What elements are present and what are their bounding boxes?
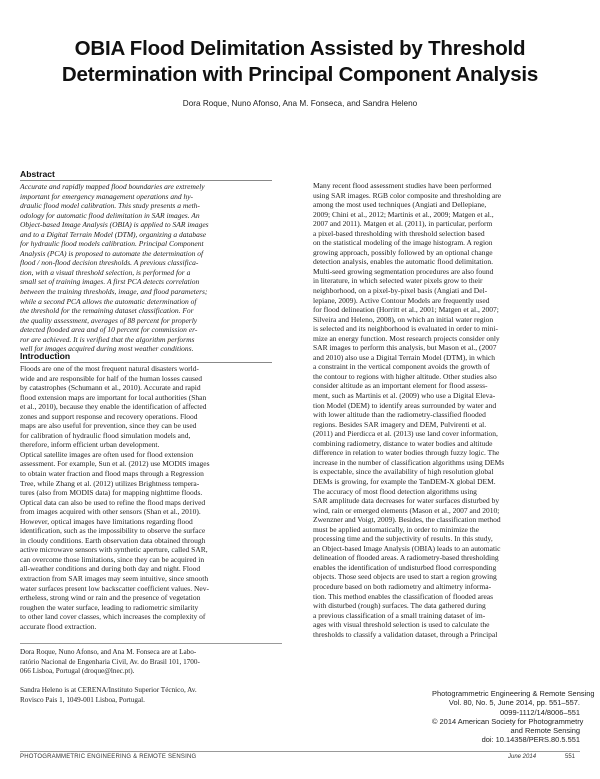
affiliation-line: Dora Roque, Nuno Afonso, and Ana M. Fonseca are at Labo- — [20, 648, 197, 656]
body-line: Many recent flood assessment studies have been performed — [313, 181, 492, 190]
introduction-line: et al., 2010), because they enable the identification of affected — [20, 402, 207, 412]
body-line: SAR amplitude data decreases for water surfaces disturbed by — [313, 496, 500, 506]
abstract-rule — [20, 180, 272, 181]
body-line: a pixel-based thresholding with threshold selection based — [313, 228, 485, 238]
abstract-line: between the training thresholds, image, and flood parameters; — [20, 287, 208, 297]
introduction-rule — [20, 362, 272, 363]
abstract-line: draulic flood model calibration. This study presents a meth- — [20, 201, 200, 211]
body-line: thresholds to classify a validation dataset, through a Principal — [313, 629, 498, 639]
body-line: processing time and the subjectivity of results. In this study, — [313, 534, 493, 544]
introduction-line: Optical data can also be used to refine the flood maps derived — [20, 497, 206, 507]
body-line: 2009; Chini et al., 2012; Martinis et al., 2009; Matgen et al., — [313, 209, 494, 219]
abstract-line: while a second PCA allows the automatic determination of — [20, 296, 197, 306]
introduction-line: water surfaces present low backscatter coefficient values. Nev- — [20, 583, 209, 593]
body-line: an Object-based Image Analysis (OBIA) leads to an automatic — [313, 543, 501, 553]
body-line: the contour to regions with higher altitude. Other studies also — [313, 371, 497, 381]
title-line-1: OBIA Flood Delimitation Assisted by Threshold — [74, 37, 526, 60]
body-line: a previous classification of a small training dataset of im- — [313, 610, 486, 620]
abstract-heading: Abstract — [20, 169, 55, 179]
introduction-line: assessment. For example, Sun et al. (2012) use MODIS images — [20, 459, 210, 469]
introduction-line: zones and support response and recovery operations. Flood — [20, 411, 198, 421]
body-line: delineation of flooded areas. A radiometry-based thresholding — [313, 553, 499, 563]
introduction-line: Floods are one of the most frequent natural disasters world- — [20, 364, 199, 373]
body-line: regions. Besides SAR imagery and DEM, Pulvirenti et al. — [313, 419, 487, 429]
body-line: among the most used techniques (Angiati and Dellepiane, — [313, 200, 487, 210]
body-line: neighborhood, on a pixel-by-pixel basis (Angiati and Del- — [313, 286, 488, 296]
introduction-line: by catastrophes (Schumann et al., 2010). Accurate and rapid — [20, 383, 201, 393]
introduction-body — [20, 364, 282, 631]
introduction-line: from images acquired with other sensors (Shan et al., 2010). — [20, 507, 201, 517]
body-line: objects. Those seed objects are used to start a region growing — [313, 572, 497, 582]
footer-rule — [20, 751, 580, 752]
body-line: using SAR images. RGB color composite and thresholding are — [313, 190, 502, 200]
abstract-line: and to a Digital Terrain Model (DTM), organizing a database — [20, 229, 207, 239]
introduction-line: ertheless, strong wind or rain and the presence of vegetation — [20, 593, 201, 603]
body-line: SAR images to perform this analysis, but Mason et al., (2007 — [313, 343, 497, 353]
body-line: tion. This method enables the classification of flooded areas — [313, 591, 494, 601]
journal-info — [432, 689, 595, 745]
abstract-line: the quality assessment, averages of 88 percent for properly — [20, 315, 198, 325]
introduction-line: to obtain water fraction and flood maps through a Regression — [20, 469, 204, 479]
page-footer — [20, 754, 580, 766]
body-line: Silveira and Heleno, 2008), on which an initial water region — [313, 314, 494, 324]
introduction-line: flood extension maps are important for local authorities (Shan — [20, 392, 207, 402]
abstract-line: ror are achieved. It is verified that the algorithm performs — [20, 334, 195, 344]
body-line: must be applied automatically, in order to minimize the — [313, 524, 479, 534]
introduction-line: in cloudy conditions. Earth observation data obtained through — [20, 535, 206, 545]
journal-info-line: Photogrammetric Engineering & Remote Sensing — [432, 689, 595, 698]
introduction-line: identification, such as the impossibility to observe the surface — [20, 526, 206, 536]
journal-info-line: and Remote Sensing — [510, 726, 580, 736]
body-line: ages with visual threshold selection is used to calculate the — [313, 620, 490, 630]
body-line: combining radiometry, distance to water bodies and altitude — [313, 438, 493, 448]
body-line: ment, such as Martinis et al. (2009) who use a Digital Eleva- — [313, 391, 496, 401]
abstract-line: the threshold for the remaining dataset classification. For — [20, 306, 194, 316]
journal-info-line: 0099-1112/14/8006–551 — [500, 707, 580, 717]
body-line: enables the identification of undisturbed flood corresponding — [313, 562, 497, 572]
affiliation-line: ratório Nacional de Engenharia Civil, Av. do Brasil 101, 1700- — [20, 657, 200, 666]
abstract-line: important for emergency management operations and hy- — [20, 191, 194, 201]
title-line-2: Determination with Principal Component Analysis — [61, 63, 539, 86]
footer-date: June 2014 — [508, 754, 537, 760]
affiliation-line: Rovisco Pais 1, 1049-001 Lisboa, Portugal. — [20, 695, 145, 704]
affiliation-line: Sandra Heleno is at CERENA/Instituto Superior Técnico, Av. — [20, 686, 197, 695]
footer-page-number: 551 — [565, 754, 576, 760]
paper-title — [20, 36, 580, 88]
body-line: in literature, in which selected water pixels grow to their — [313, 276, 483, 286]
introduction-line: wide and are responsible for half of the human losses caused — [20, 373, 203, 383]
introduction-line: tures (also from MODIS data) for mapping nighttime floods. — [20, 488, 203, 498]
body-line: DEMs is growing, for example the TanDEM-X global DEM. — [313, 476, 496, 486]
body-line: difference in relation to water bodies through fuzzy logic. The — [313, 448, 500, 458]
authors: Dora Roque, Nuno Afonso, Ana M. Fonseca, and Sandra Heleno — [182, 99, 418, 108]
introduction-line: maps are also useful for prevention, since they can be used — [20, 421, 197, 431]
abstract-line: odology for automatic flood delimitation in SAR images. An — [20, 210, 200, 220]
abstract-line: Object-based Image Analysis (OBIA) is applied to SAR images — [20, 220, 209, 230]
abstract-line: Analysis (PCA) is proposed to automate the determination of — [20, 248, 204, 258]
introduction-line: active microwave sensors with synthetic aperture, called SAR, — [20, 545, 208, 555]
body-line: wind, rain or emerged elements (Mason et al., 2007 and 2010; — [313, 505, 500, 515]
body-line: 2007 and 2011). Matgen et al. (2011), in particular, perform — [313, 219, 493, 229]
body-line: tion Model (DEM) to identify areas surrounded by water and — [313, 400, 497, 410]
abstract-line: detected flooded area and of 10 percent for commission er- — [20, 325, 198, 335]
body-line: and 2010) also use a Digital Terrain Model (DTM), in which — [313, 352, 496, 362]
introduction-line: accurate flood extraction. — [20, 621, 97, 631]
journal-info-line: © 2014 American Society for Photogrammetry — [432, 716, 584, 726]
introduction-line: roughen the water surface, leading to radiometric similarity — [20, 602, 199, 612]
body-line: increase in the number of classification algorithms using DEMs — [313, 457, 505, 467]
introduction-heading: Introduction — [20, 351, 71, 361]
abstract-line: well for images acquired during most weather conditions. — [20, 344, 194, 354]
body-line: with lower altitude than the radiometry-classified flooded — [313, 410, 486, 420]
affiliation-line — [20, 677, 282, 687]
body-line: growing approach, possibly followed by an optional change — [313, 247, 493, 257]
body-line: mize an energy function. Most research projects consider only — [313, 333, 500, 343]
body-line: detection analysis, enables the automatic flood delimitation. — [313, 257, 493, 267]
abstract-body — [20, 182, 282, 354]
body-line: for flood delineation (Horritt et al., 2001; Matgen et al., 2007; — [313, 305, 499, 315]
journal-info-line: doi: 10.14358/PERS.80.5.551 — [481, 735, 580, 745]
body-line: on the statistical modeling of the image histogram. A region — [313, 238, 493, 248]
introduction-line: extraction from SAR images may seem intuitive, since smooth — [20, 574, 209, 584]
body-line: (2011) and Pierdicca et al. (2013) use land cover information, — [313, 429, 498, 439]
body-line: The accuracy of most flood detection algorithms using — [313, 486, 477, 496]
abstract-line: tion, with a visual threshold selection, is performed for a — [20, 267, 191, 277]
abstract-line: flood / non-flood decision thresholds. A previous classifica- — [20, 258, 199, 268]
body-line: a constraint in the vertical component avoids the growth of — [313, 362, 490, 372]
introduction-line: therefore, inform efficient urban development. — [20, 440, 160, 450]
journal-info-line: Vol. 80, No. 5, June 2014, pp. 551–557. — [448, 698, 580, 708]
footer-journal-name: PHOTOGRAMMETRIC ENGINEERING & REMOTE SENSING — [20, 754, 197, 760]
body-line: consider altitude as an important element for flood assess- — [313, 381, 488, 391]
body-line: with disturbed (rough) surfaces. The data gathered during — [313, 601, 486, 611]
affiliation-line: 066 Lisboa, Portugal (droque@lnec.pt). — [20, 667, 135, 676]
introduction-line: for calibration of hydraulic flood simulation models and, — [20, 430, 191, 440]
abstract-line: Accurate and rapidly mapped flood boundaries are extremely — [20, 182, 205, 191]
introduction-line: can overcome those limitations, since they can be acquired in — [20, 554, 205, 564]
body-line: lepiane, 2009). Active Contour Models are frequently used — [313, 295, 490, 305]
introduction-line: all-weather conditions and during both day and night. Flood — [20, 564, 201, 574]
introduction-line: Tree, while Zhang et al. (2012) utilizes Brightness tempera- — [20, 478, 200, 488]
body-line: is selected and its neighborhood is evaluated in order to mini- — [313, 324, 498, 334]
body-line: procedure based on both radiometry and altimetry informa- — [313, 581, 492, 591]
affiliation-rule — [20, 643, 282, 644]
body-line: Multi-seed growing segmentation procedures are also found — [313, 266, 494, 276]
body-line: Zwenzner and Voigt, 2009). Besides, the classification method — [313, 515, 501, 525]
abstract-line: for hydraulic flood models calibration. Principal Component — [20, 239, 204, 249]
affiliation-note — [20, 648, 282, 706]
introduction-line: Optical satellite images are often used for flood extension — [20, 449, 194, 459]
body-line: is expectable, since the availability of high resolution global — [313, 467, 494, 477]
introduction-line: However, optical images have limitations regarding flood — [20, 516, 193, 526]
introduction-line: to other land cover classes, which increases the complexity of — [20, 612, 206, 622]
right-column-body — [313, 181, 581, 639]
abstract-line: small set of training images. A first PCA detects correlation — [20, 277, 200, 287]
